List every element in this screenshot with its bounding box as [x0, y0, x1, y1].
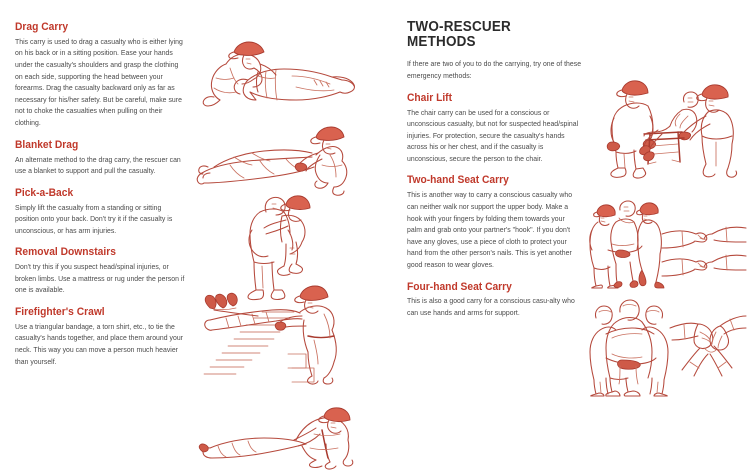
section-body-chair-lift: The chair carry can be used for a conscious or unconscious casualty, but not for suspected head/spinal injuries. For protection, secure the casualty's hands across his or her chest, and if the casualty is unconscious, secure the person to the chair.	[407, 108, 579, 163]
section-body-removal-downstairs: Don't try this if you suspect head/spinal injuries, or broken limbs. Use a mattress or rug under the person if one is available.	[15, 263, 185, 295]
section-body-four-hand-seat-carry: This is also a good carry for a conscious casu-alty who can use hands and arms for support.	[407, 297, 575, 317]
section-heading-drag-carry: Drag Carry	[15, 21, 69, 33]
section-body-two-hand-seat-carry: This is another way to carry a conscious casualty who can neither walk nor support the upper body. Make a hook with your fingers by folding them towards your palm and grab onto your partner's "hook". If you don't have any gloves, use a piece of cloth to protect your hand from the other person's nails. This is yet another good reason to wear gloves.	[407, 191, 573, 269]
section-body-firefighters-crawl: Use a triangular bandage, a torn shirt, etc., to tie the casualty's hands together, and place them around your neck. This way you can move a person much heavier than yourself.	[15, 322, 183, 366]
removal-downstairs-illustration	[196, 268, 361, 386]
section-body-pick-a-back: Simply lift the casualty from a standing or sitting position onto your back. Don't try it if the casualty is unconscious, or has arm injuries.	[15, 203, 173, 235]
pick-a-back-illustration	[230, 182, 340, 302]
section-heading-pick-a-back: Pick-a-Back	[15, 186, 74, 199]
left-text-column	[15, 22, 190, 378]
firefighters-crawl-illustration	[198, 400, 358, 470]
right-text-column	[407, 20, 587, 330]
two-hand-seat-carry-illustration	[586, 196, 666, 288]
section-heading-blanket-drag: Blanket Drag	[15, 138, 79, 151]
chair-lift-illustration	[596, 62, 746, 180]
section-body-drag-carry: This carry is used to drag a casualty who is either lying on his back or in a sitting position. Ease your hands under the casualty's shoulders and grasp the clothing on each side, supporting the head between your forearms. Drag the casualty backward only as far as necessary for his/her safety. But be careful, make sure not to choke the casualties when pulling on their clothing.	[15, 37, 183, 128]
four-hand-grip-detail	[668, 306, 748, 378]
section-body-blanket-drag: An alternate method to the drag carry, the rescuer can use a blanket to support and pull the casualty.	[15, 155, 181, 176]
section-heading-four-hand-seat-carry: Four-hand Seat Carry	[407, 280, 512, 293]
two-hand-grip-detail	[660, 222, 748, 280]
four-hand-seat-carry-illustration	[582, 296, 680, 396]
drag-carry-illustration	[196, 22, 366, 117]
intro-paragraph: If there are two of you to do the carrying, try one of these emergency methods:	[407, 60, 582, 81]
section-heading-chair-lift: Chair Lift	[407, 91, 453, 104]
blanket-drag-illustration	[190, 95, 365, 200]
section-heading-two-hand-seat-carry: Two-hand Seat Carry	[407, 174, 509, 187]
section-heading-firefighters-crawl: Firefighter's Crawl	[15, 306, 105, 318]
page-title: TWO-RESCUER METHODS	[407, 19, 511, 51]
section-heading-removal-downstairs: Removal Downstairs	[15, 246, 116, 259]
